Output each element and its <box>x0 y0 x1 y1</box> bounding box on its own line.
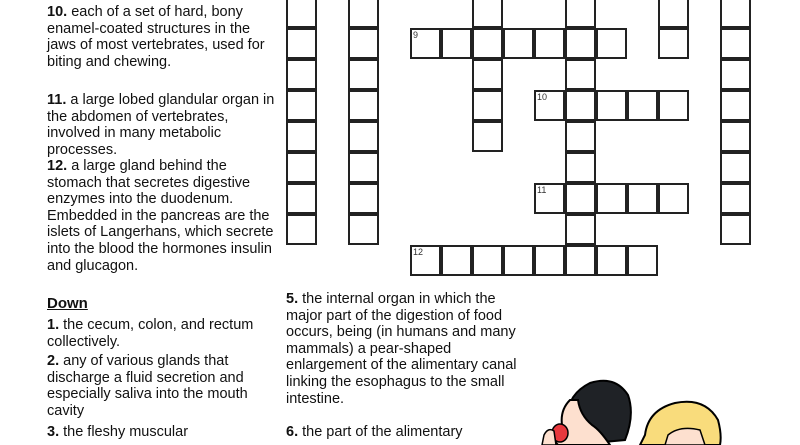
grid-cell[interactable] <box>565 0 596 28</box>
clue-text: the internal organ in which the major part of the digestion of food occurs, being (in humans and many mammals) a pear-shaped enlargement of the alimentary canal linking the esophagus to the small intestine. <box>286 291 517 407</box>
grid-cell[interactable] <box>534 90 565 121</box>
grid-cell[interactable] <box>441 245 472 276</box>
down-clue-1 <box>47 317 279 350</box>
grid-cell[interactable] <box>534 245 565 276</box>
grid-cell[interactable] <box>596 183 627 214</box>
grid-cell[interactable] <box>596 90 627 121</box>
grid-cell[interactable] <box>720 90 751 121</box>
clue-number: 11. <box>47 92 67 108</box>
grid-cell[interactable] <box>596 28 627 59</box>
grid-cell[interactable] <box>472 121 503 152</box>
grid-cell[interactable] <box>565 214 596 245</box>
hand-shape <box>542 430 556 445</box>
grid-cell[interactable] <box>472 0 503 28</box>
grid-cell[interactable] <box>348 0 379 28</box>
grid-cell[interactable] <box>720 0 751 28</box>
clue-text: the cecum, colon, and rectum collectively. <box>47 317 254 350</box>
grid-cell[interactable] <box>720 28 751 59</box>
clue-text: the fleshy muscular <box>63 424 189 440</box>
clue-text: each of a set of hard, bony enamel-coated structures in the jaws of most vertebrates, used for biting and chewing. <box>47 4 265 70</box>
clue-number: 2. <box>47 353 60 369</box>
grid-cell[interactable] <box>534 183 565 214</box>
down-clue-3 <box>47 424 279 441</box>
down-clue-5 <box>286 291 518 407</box>
grid-cell[interactable] <box>720 121 751 152</box>
grid-cell[interactable] <box>348 121 379 152</box>
down-heading: Down <box>47 295 88 312</box>
grid-cell[interactable] <box>286 152 317 183</box>
grid-cell[interactable] <box>503 28 534 59</box>
grid-cell[interactable] <box>627 90 658 121</box>
clue-number: 3. <box>47 424 60 440</box>
clue-text: any of various glands that discharge a fluid secretion and especially saliva into the mouth cavity <box>47 353 248 419</box>
grid-cell[interactable] <box>565 28 596 59</box>
grid-cell[interactable] <box>565 183 596 214</box>
grid-cell[interactable] <box>348 59 379 90</box>
grid-cell[interactable] <box>410 245 441 276</box>
grid-cell[interactable] <box>720 214 751 245</box>
grid-cell[interactable] <box>658 0 689 28</box>
clue-number: 6. <box>286 424 299 440</box>
grid-cell[interactable] <box>441 28 472 59</box>
cell-number: 12 <box>413 247 424 257</box>
clue-text: a large gland behind the stomach that secretes digestive enzymes into the duodenum. Embedded in the pancreas are the islets of Langerhans, which secrete into the blood the hormones insulin and glucagon. <box>47 158 274 274</box>
clue-number: 10. <box>47 4 68 20</box>
clue-number: 12. <box>47 158 68 174</box>
grid-cell[interactable] <box>565 245 596 276</box>
clue-text: a large lobed glandular organ in the abdomen of vertebrates, involved in many metabolic processes. <box>47 92 275 158</box>
children-eating-apple-illustration <box>540 375 740 445</box>
grid-cell[interactable] <box>348 214 379 245</box>
grid-cell[interactable] <box>348 152 379 183</box>
across-clue-12 <box>47 158 279 274</box>
grid-cell[interactable] <box>472 28 503 59</box>
grid-cell[interactable] <box>658 28 689 59</box>
grid-cell[interactable] <box>286 0 317 28</box>
clue-text: the part of the alimentary <box>302 424 463 440</box>
grid-cell[interactable] <box>503 245 534 276</box>
grid-cell[interactable] <box>348 183 379 214</box>
grid-cell[interactable] <box>472 59 503 90</box>
clue-number: 1. <box>47 317 60 333</box>
down-clue-6 <box>286 424 518 441</box>
grid-cell[interactable] <box>565 152 596 183</box>
across-clue-11 <box>47 92 279 158</box>
grid-cell[interactable] <box>627 183 658 214</box>
grid-cell[interactable] <box>627 245 658 276</box>
grid-cell[interactable] <box>286 121 317 152</box>
cell-number: 11 <box>537 185 547 195</box>
cell-number: 10 <box>537 92 548 102</box>
across-clue-10 <box>47 4 279 70</box>
grid-cell[interactable] <box>286 183 317 214</box>
cell-number: 9 <box>413 30 419 40</box>
grid-cell[interactable] <box>720 152 751 183</box>
grid-cell[interactable] <box>348 90 379 121</box>
grid-cell[interactable] <box>472 90 503 121</box>
grid-cell[interactable] <box>658 90 689 121</box>
grid-cell[interactable] <box>286 90 317 121</box>
grid-cell[interactable] <box>286 214 317 245</box>
grid-cell[interactable] <box>596 245 627 276</box>
grid-cell[interactable] <box>565 59 596 90</box>
grid-cell[interactable] <box>286 59 317 90</box>
grid-cell[interactable] <box>410 28 441 59</box>
grid-cell[interactable] <box>720 59 751 90</box>
clue-number: 5. <box>286 291 299 307</box>
grid-cell[interactable] <box>658 183 689 214</box>
grid-cell[interactable] <box>565 90 596 121</box>
grid-cell[interactable] <box>720 183 751 214</box>
grid-cell[interactable] <box>534 28 565 59</box>
grid-cell[interactable] <box>472 245 503 276</box>
grid-cell[interactable] <box>348 28 379 59</box>
down-clue-2 <box>47 353 277 419</box>
grid-cell[interactable] <box>565 121 596 152</box>
grid-cell[interactable] <box>286 28 317 59</box>
